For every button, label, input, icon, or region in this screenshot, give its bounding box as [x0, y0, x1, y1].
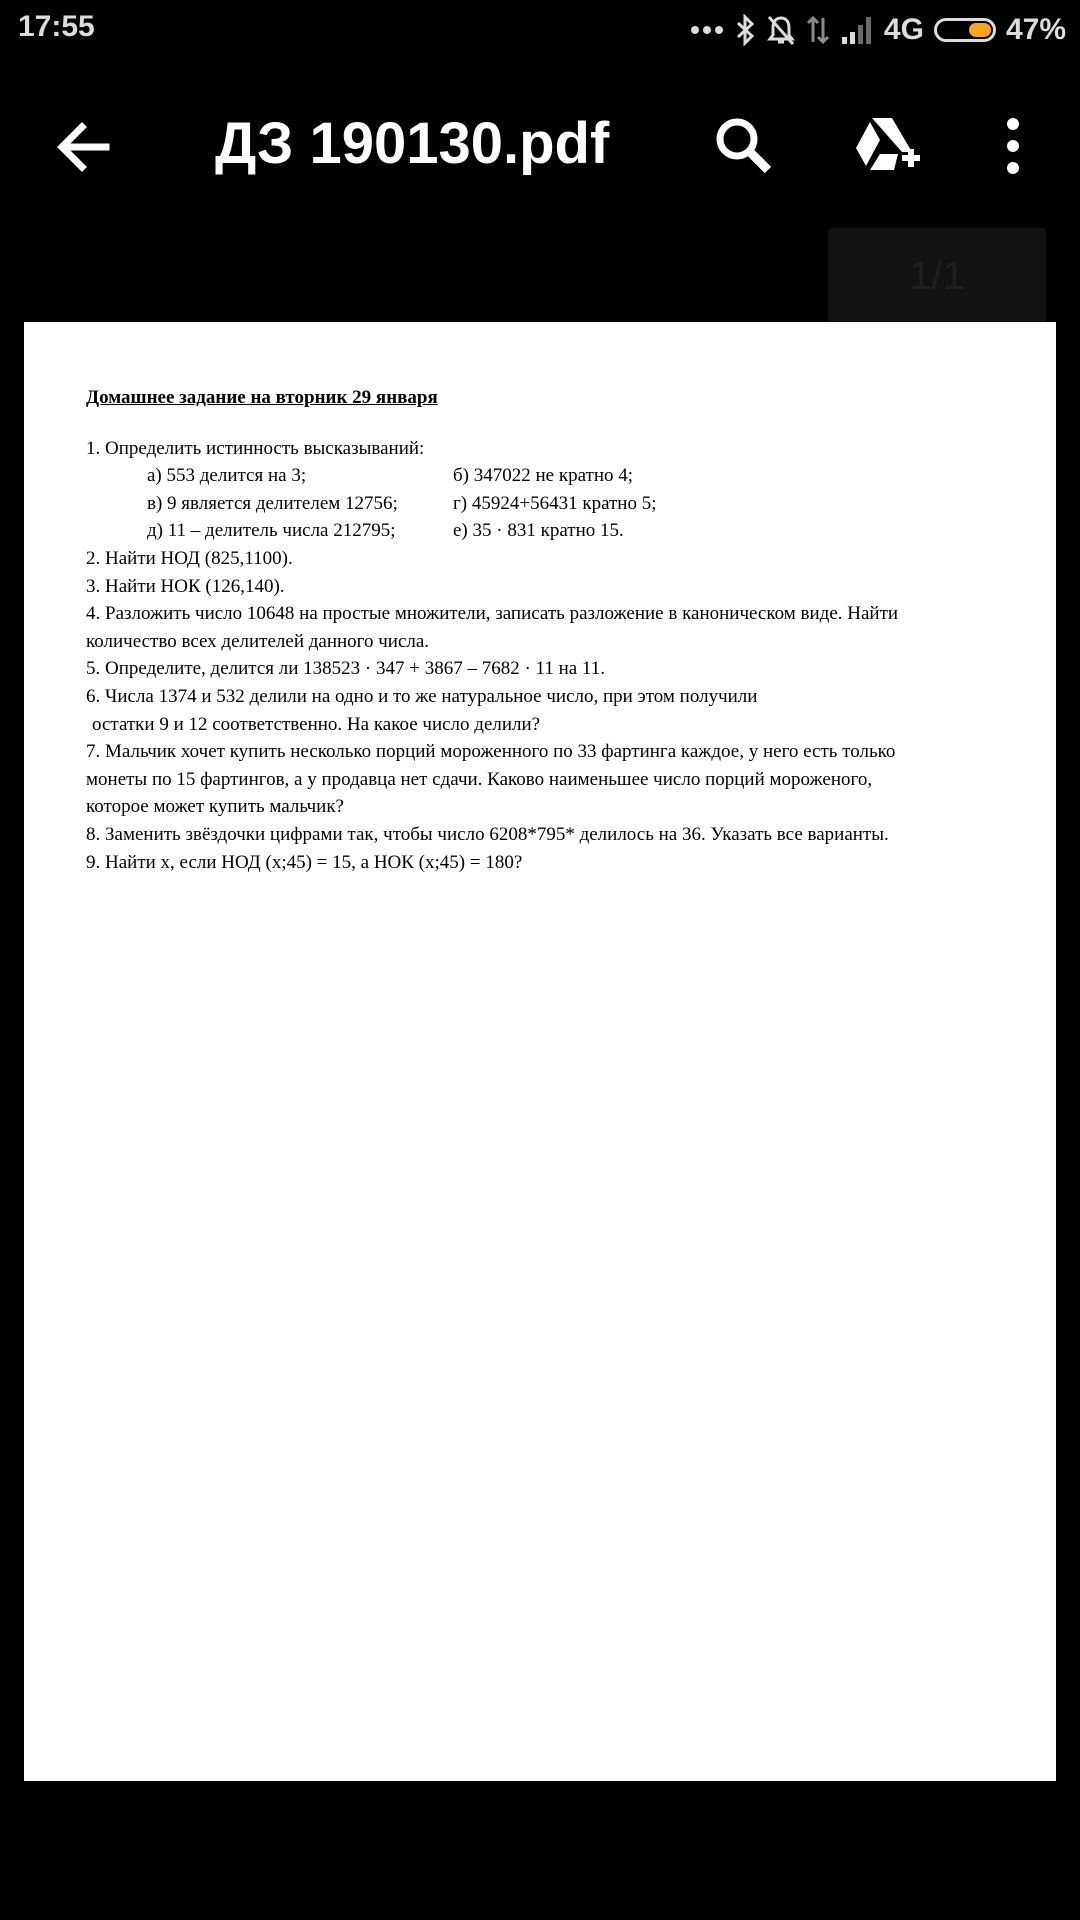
- status-icons: [690, 8, 1066, 52]
- network-type: 4G: [883, 13, 924, 46]
- task-1-row: [86, 462, 1016, 490]
- page-indicator: 1/1: [828, 228, 1046, 324]
- signal-icon: [840, 15, 874, 45]
- task-1-row: [86, 490, 1016, 518]
- task-1-row: [86, 517, 1016, 545]
- more-vert-icon: [995, 114, 1031, 178]
- battery-level-fill: [969, 23, 991, 37]
- task-line: 6. Числа 1374 и 532 делили на одно и то же натуральное число, при этом получили: [86, 685, 758, 707]
- document-heading: Домашнее задание на вторник 29 января: [86, 387, 438, 408]
- task-line: остатки 9 и 12 соответственно. На какое число делили?: [92, 713, 541, 735]
- muted-bell-icon: [766, 14, 796, 46]
- task-line: 2. Найти НОД (825,1100).: [86, 547, 293, 569]
- task-line: монеты по 15 фартингов, а у продавца нет сдачи. Каково наименьшее число порций мороженого,: [86, 768, 873, 790]
- task-1-item: б) 347022 не кратно 4;: [453, 465, 634, 487]
- search-icon: [712, 114, 776, 178]
- status-time: 17:55: [18, 10, 95, 43]
- back-arrow-icon: [52, 115, 116, 179]
- document-title: ДЗ 190130.pdf: [215, 111, 610, 176]
- more-notifications-icon: [690, 25, 724, 35]
- search-button[interactable]: [712, 114, 776, 178]
- google-drive-add-icon: [850, 114, 924, 178]
- battery-icon: [934, 18, 996, 42]
- task-line: количество всех делителей данного числа.: [86, 630, 430, 652]
- document-content: [86, 384, 1016, 876]
- pdf-page: [24, 322, 1056, 1781]
- task-line: 4. Разложить число 10648 на простые множители, записать разложение в каноническом виде. Найти: [86, 603, 899, 625]
- task-1-item: е) 35 · 831 кратно 15.: [453, 520, 624, 542]
- task-1-item: а) 553 делится на 3;: [147, 465, 307, 487]
- status-bar: [0, 0, 1080, 60]
- add-to-drive-button[interactable]: [850, 114, 924, 178]
- task-line: 7. Мальчик хочет купить несколько порций мороженного по 33 фартинга каждое, у него есть только: [86, 741, 896, 763]
- back-button[interactable]: [52, 115, 116, 179]
- task-line: 9. Найти х, если НОД (х;45) = 15, а НОК (х;45) = 180?: [86, 851, 523, 873]
- app-bar: [0, 80, 1080, 210]
- task-line: 5. Определите, делится ли 138523 · 347 + 3867 – 7682 · 11 на 11.: [86, 658, 605, 680]
- task-1-item: г) 45924+56431 кратно 5;: [453, 492, 657, 514]
- task-1-item: д) 11 – делитель числа 212795;: [147, 520, 396, 542]
- task-1-item: в) 9 является делителем 12756;: [147, 492, 398, 514]
- battery-percent: 47%: [1005, 13, 1066, 46]
- task-line: 3. Найти НОК (126,140).: [86, 575, 285, 597]
- task-1-intro: 1. Определить истинность высказываний:: [86, 437, 425, 459]
- task-line: 8. Заменить звёздочки цифрами так, чтобы число 6208*795* делилось на 36. Указать все варианты.: [86, 823, 889, 845]
- more-options-button[interactable]: [995, 114, 1031, 178]
- bluetooth-icon: [734, 14, 756, 46]
- data-transfer-icon: [806, 14, 830, 46]
- task-line: которое может купить мальчик?: [86, 796, 344, 818]
